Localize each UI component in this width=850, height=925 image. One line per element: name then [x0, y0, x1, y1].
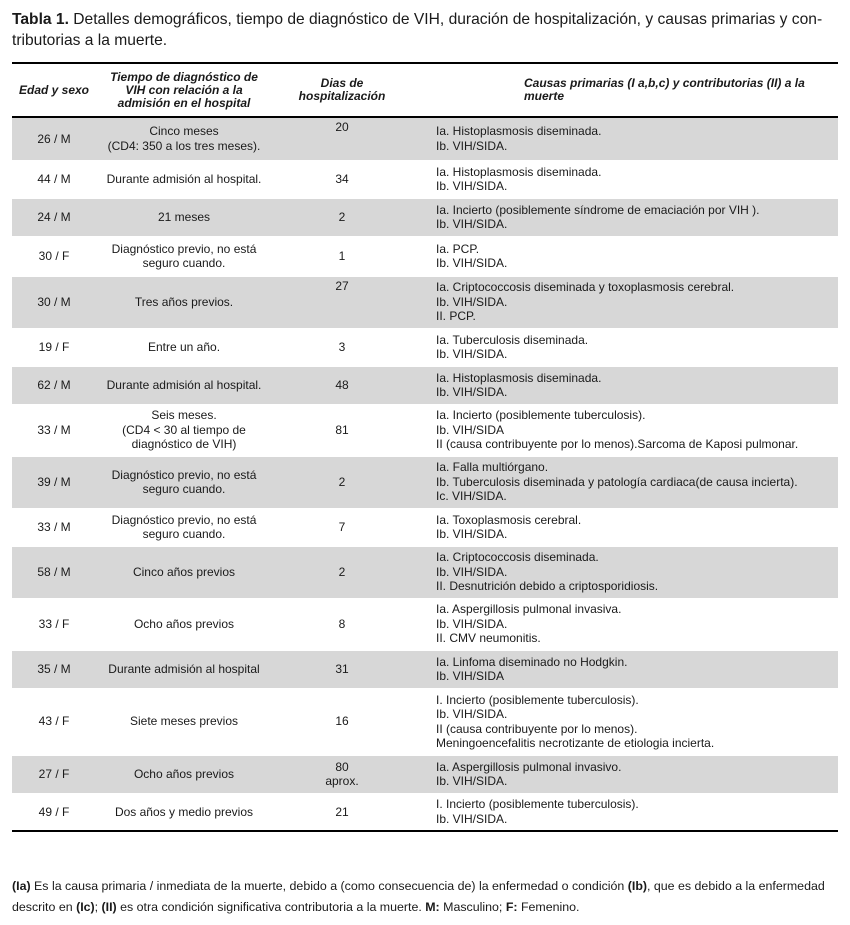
causa-line: Ia. PCP. — [436, 241, 480, 256]
dias-line: 2 — [338, 474, 346, 489]
cell-dias-hospitalizacion — [272, 793, 412, 831]
table-row — [12, 688, 838, 755]
table-row — [12, 276, 838, 328]
cell-dias-hospitalizacion — [272, 546, 412, 598]
causa-line: I. Incierto (posiblemente tuberculosis). — [436, 692, 639, 707]
dias-line: 27 — [335, 278, 349, 293]
cell-edad-sexo: 39 / M — [12, 456, 96, 508]
footnote-text: Femenino. — [517, 900, 580, 914]
dias-line: aprox. — [325, 774, 359, 788]
footnote-key: (II) — [101, 900, 117, 914]
tiempo-line: seguro cuando. — [142, 482, 226, 496]
cell-causas — [412, 793, 838, 831]
causa-line: Ia. Linfoma diseminado no Hodgkin. — [436, 654, 628, 669]
tiempo-line: Cinco años previos — [132, 564, 236, 579]
tiempo-line: Tres años previos. — [134, 294, 234, 309]
cell-dias-hospitalizacion — [272, 755, 412, 793]
cell-edad-sexo: 33 / M — [37, 422, 71, 437]
tiempo-line: Dos años y medio previos — [114, 804, 254, 819]
cell-causas — [412, 117, 838, 160]
table-body — [12, 117, 838, 831]
tiempo-line: Siete meses previos — [129, 714, 239, 729]
cell-tiempo-diagnostico — [96, 546, 272, 598]
causa-line: Meningoencefalitis necrotizante de etiologia incierta. — [436, 736, 715, 750]
causa-line: Ia. Aspergillosis pulmonal invasiva. — [436, 602, 622, 617]
cell-dias-hospitalizacion — [272, 328, 412, 366]
cell-dias-hospitalizacion — [272, 198, 412, 236]
cell-tiempo-diagnostico — [96, 456, 272, 508]
causa-line: Ib. VIH/SIDA. — [436, 564, 508, 579]
table-row — [12, 650, 838, 688]
tiempo-line: Diagnóstico previo, no está — [111, 512, 257, 527]
cell-causas — [412, 276, 838, 328]
table-row — [12, 456, 838, 508]
dias-line: 3 — [338, 339, 346, 354]
cell-edad-sexo: 24 / M — [12, 198, 96, 236]
causa-line: Ia. Aspergillosis pulmonal invasivo. — [436, 759, 622, 774]
cell-dias-hospitalizacion — [272, 160, 412, 198]
footnote-key: M: — [425, 900, 440, 914]
causa-line: Ia. Histoplasmosis diseminada. — [436, 124, 602, 139]
tiempo-line: Seis meses. — [151, 408, 217, 423]
cell-causas — [412, 650, 838, 688]
tiempo-line: Diagnóstico previo, no está — [111, 467, 257, 482]
cell-tiempo-diagnostico — [96, 404, 272, 456]
tiempo-line: Durante admisión al hospital. — [106, 377, 262, 392]
cell-edad-sexo: 44 / M — [37, 171, 71, 186]
causa-line: Ib. VIH/SIDA. — [436, 347, 508, 361]
causa-line: Ib. VIH/SIDA. — [436, 256, 508, 270]
tiempo-line: 21 meses — [157, 209, 211, 224]
table-row — [12, 508, 838, 546]
cell-tiempo-diagnostico — [96, 160, 272, 198]
causa-line: Ia. Histoplasmosis diseminada. — [436, 164, 602, 179]
tiempo-line: (CD4 < 30 al tiempo de — [122, 422, 246, 437]
causa-line: Ia. Tuberculosis diseminada. — [436, 332, 589, 347]
tiempo-line: Entre un año. — [147, 339, 221, 354]
table-row — [12, 328, 838, 366]
cell-edad-sexo: 35 / M — [12, 650, 96, 688]
cell-causas — [412, 198, 838, 236]
tiempo-line: Ocho años previos — [133, 766, 235, 781]
causa-line: Ib. VIH/SIDA. — [436, 294, 508, 309]
cell-tiempo-diagnostico — [96, 598, 272, 650]
dias-line: 48 — [335, 377, 349, 392]
cell-causas — [412, 456, 838, 508]
causa-line: Ia. Toxoplasmosis cerebral. — [436, 512, 582, 527]
cell-tiempo-diagnostico — [96, 793, 272, 831]
dias-line: 31 — [335, 661, 349, 676]
cell-edad-sexo: 58 / M — [12, 546, 96, 598]
causa-line: Ib. VIH/SIDA. — [436, 179, 508, 193]
dias-line: 21 — [335, 804, 349, 819]
dias-line: 20 — [335, 120, 349, 134]
cell-dias-hospitalizacion — [272, 276, 412, 328]
table-caption — [12, 9, 838, 51]
table-row — [12, 236, 838, 276]
footnote-key: (Ia) — [12, 879, 31, 893]
cell-edad-sexo: 62 / M — [12, 366, 96, 404]
causa-line: Ib. VIH/SIDA. — [436, 138, 508, 153]
cell-tiempo-diagnostico — [96, 650, 272, 688]
table-header — [12, 63, 838, 117]
tiempo-line: seguro cuando. — [142, 256, 226, 270]
cell-causas — [412, 598, 838, 650]
cell-dias-hospitalizacion — [272, 688, 412, 755]
tiempo-line: (CD4: 350 a los tres meses). — [107, 138, 261, 153]
cell-dias-hospitalizacion — [272, 236, 412, 276]
cell-edad-sexo: 26 / M — [12, 117, 96, 160]
cell-edad-sexo: 49 / F — [38, 804, 70, 819]
cell-edad-sexo: 33 / F — [38, 616, 70, 631]
cell-tiempo-diagnostico — [96, 276, 272, 328]
table-row — [12, 546, 838, 598]
cell-causas — [412, 328, 838, 366]
causa-line: Ib. VIH/SIDA. — [436, 527, 508, 541]
header-causas: Causas primarias (I a,b,c) y contributorias (II) a la muerte — [524, 76, 805, 103]
cell-dias-hospitalizacion — [272, 598, 412, 650]
causa-line: II. CMV neumonitis. — [436, 631, 541, 646]
footnote-text: Masculino; — [439, 900, 506, 914]
causa-line: Ib. VIH/SIDA. — [436, 217, 508, 231]
dias-line: 2 — [338, 564, 346, 579]
dias-line: 8 — [338, 616, 346, 631]
causa-line: Ic. VIH/SIDA. — [436, 489, 507, 504]
causa-line: II (causa contribuyente por lo menos).Sarcoma de Kaposi pulmonar. — [436, 437, 799, 452]
header-row — [12, 63, 838, 117]
tiempo-line: Cinco meses — [149, 124, 219, 139]
causa-line: Ia. Criptococcosis diseminada. — [436, 550, 599, 565]
causa-line: Ib. VIH/SIDA. — [436, 385, 508, 399]
dias-line: 7 — [338, 519, 346, 534]
table-row — [12, 198, 838, 236]
cell-causas — [412, 755, 838, 793]
cell-causas — [412, 366, 838, 404]
tiempo-line: diagnóstico de VIH) — [131, 437, 237, 452]
causa-line: Ib. VIH/SIDA. — [436, 774, 508, 788]
cell-tiempo-diagnostico — [96, 236, 272, 276]
table-footnote — [12, 876, 842, 918]
cell-tiempo-diagnostico — [96, 198, 272, 236]
cell-dias-hospitalizacion — [272, 404, 412, 456]
dias-line: 16 — [335, 714, 349, 729]
tiempo-line: Durante admisión al hospital. — [106, 171, 262, 186]
cell-edad-sexo: 30 / F — [38, 248, 70, 263]
cell-dias-hospitalizacion — [272, 117, 412, 160]
dias-line: 2 — [338, 209, 346, 224]
cell-causas — [412, 546, 838, 598]
cell-dias-hospitalizacion — [272, 508, 412, 546]
cell-tiempo-diagnostico — [96, 508, 272, 546]
causa-line: Ia. Falla multiórgano. — [436, 460, 549, 475]
causa-line: II. PCP. — [436, 309, 476, 324]
causa-line: Ib. VIH/SIDA — [436, 669, 505, 683]
cell-causas — [412, 160, 838, 198]
footnote-key: F: — [505, 900, 518, 914]
table-row — [12, 793, 838, 831]
tiempo-line: seguro cuando. — [142, 527, 226, 541]
cell-dias-hospitalizacion — [272, 650, 412, 688]
footnote-text: Es la causa primaria / inmediata de la muerte, debido a (como consecuencia de) la enfermedad o condición — [30, 879, 628, 893]
causa-line: Ib. VIH/SIDA. — [436, 811, 508, 826]
cell-causas — [412, 236, 838, 276]
table-row — [12, 366, 838, 404]
causa-line: Ib. VIH/SIDA — [436, 422, 505, 437]
cell-dias-hospitalizacion — [272, 456, 412, 508]
dias-line: 34 — [335, 171, 349, 186]
demographics-table-container — [12, 62, 838, 832]
cell-edad-sexo: 19 / F — [38, 339, 70, 354]
header-edad-sexo: Edad y sexo — [18, 82, 90, 97]
causa-line: Ia. Incierto (posiblemente síndrome de emaciación por VIH ). — [436, 202, 760, 217]
causa-line: II (causa contribuyente por lo menos). — [436, 721, 638, 736]
caption-text: Detalles demográficos, tiempo de diagnóstico de VIH, duración de hospitalización, y causas primarias y con-tributorias a la muerte. — [12, 11, 823, 49]
causa-line: Ib. Tuberculosis diseminada y patología cardiaca(de causa incierta). — [436, 474, 798, 489]
causa-line: Ia. Histoplasmosis diseminada. — [436, 370, 602, 385]
tiempo-line: Ocho años previos — [133, 616, 235, 631]
cell-tiempo-diagnostico — [96, 366, 272, 404]
cell-tiempo-diagnostico — [96, 328, 272, 366]
causa-line: I. Incierto (posiblemente tuberculosis). — [436, 797, 639, 812]
footnote-text: ; — [94, 900, 102, 914]
caption-label: Tabla 1. — [12, 11, 69, 28]
cell-causas — [412, 404, 838, 456]
cell-edad-sexo: 43 / F — [38, 714, 70, 729]
header-dias-hospitalizacion: Dias de hospitalización — [298, 76, 386, 103]
dias-line: 80 — [335, 759, 349, 774]
table-row — [12, 598, 838, 650]
causa-line: II. Desnutrición debido a criptosporidiosis. — [436, 579, 659, 594]
footnote-key: (Ic) — [76, 900, 95, 914]
cell-edad-sexo: 27 / F — [12, 755, 96, 793]
causa-line: Ia. Incierto (posiblemente tuberculosis). — [436, 408, 646, 423]
cell-tiempo-diagnostico — [96, 755, 272, 793]
cell-dias-hospitalizacion — [272, 366, 412, 404]
cell-tiempo-diagnostico — [96, 688, 272, 755]
footnote-text: , que es debido a la enfermedad descrito en — [12, 879, 825, 914]
cell-causas — [412, 688, 838, 755]
tiempo-line: Durante admisión al hospital — [108, 661, 260, 676]
table-row — [12, 404, 838, 456]
table-row — [12, 755, 838, 793]
cell-edad-sexo: 30 / M — [12, 276, 96, 328]
footnote-key: (Ib) — [627, 879, 648, 893]
table-row — [12, 117, 838, 160]
dias-line: 1 — [338, 248, 346, 263]
cell-causas — [412, 508, 838, 546]
header-tiempo-diagnostico: Tiempo de diagnóstico de VIH con relación a la admisión en el hospital — [110, 69, 258, 110]
cell-edad-sexo: 33 / M — [37, 519, 71, 534]
causa-line: Ib. VIH/SIDA. — [436, 707, 508, 721]
causa-line: Ib. VIH/SIDA. — [436, 616, 508, 631]
tiempo-line: Diagnóstico previo, no está — [111, 241, 257, 256]
demographics-table — [12, 62, 838, 832]
dias-line: 81 — [335, 422, 349, 437]
causa-line: Ia. Criptococcosis diseminada y toxoplasmosis cerebral. — [436, 280, 735, 295]
footnote-text: es otra condición significativa contributoria a la muerte. — [116, 900, 426, 914]
table-row — [12, 160, 838, 198]
cell-tiempo-diagnostico — [96, 117, 272, 160]
